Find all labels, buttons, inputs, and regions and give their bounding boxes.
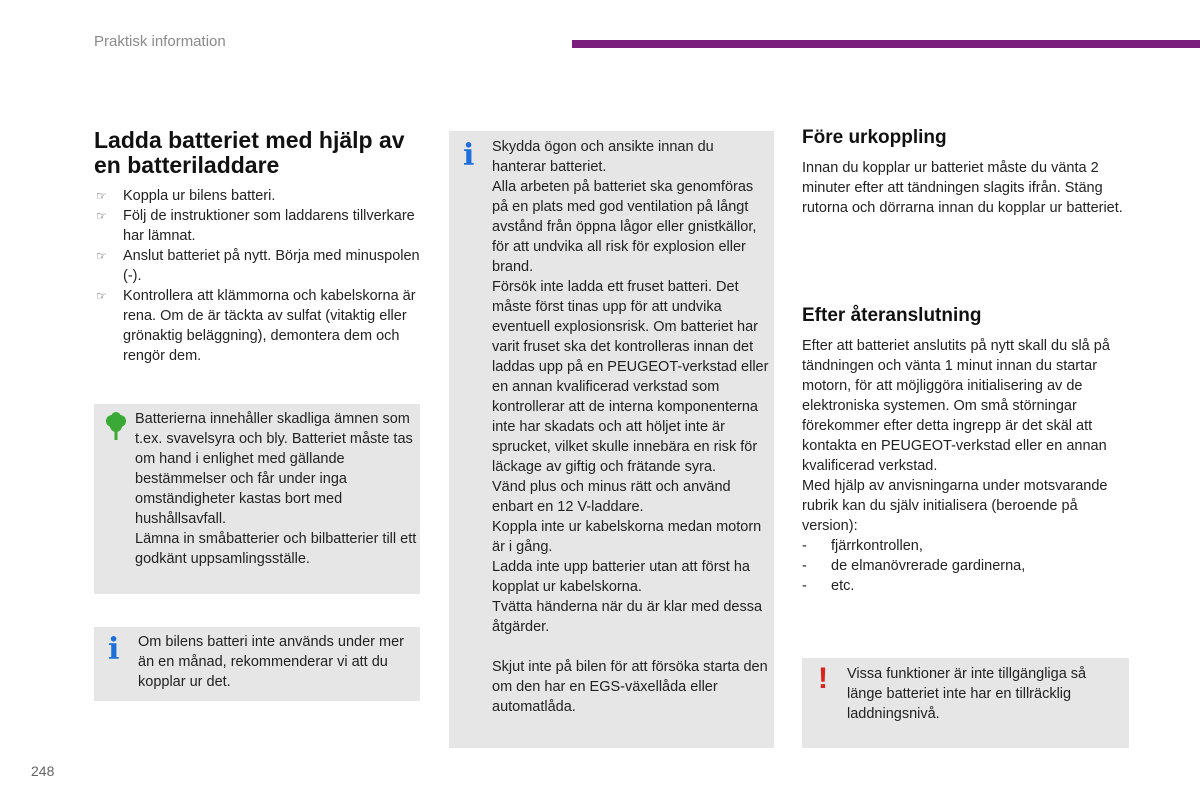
- section-heading: Efter återanslutning: [802, 305, 982, 326]
- before-disconnect-section: [802, 127, 1132, 218]
- info-note: [94, 627, 420, 701]
- tree-icon: [104, 412, 128, 442]
- page-title: Ladda batteriet med hjälp av en batteriladdare: [94, 127, 405, 178]
- list-item: - etc.: [802, 578, 855, 594]
- page-number: 248: [31, 763, 55, 779]
- safety-paragraph: Tvätta händerna när du är klar med dessa åtgärder.: [492, 599, 763, 635]
- warning-icon: !: [818, 662, 828, 695]
- list-item: ☞ Anslut batteriet på nytt. Börja med minuspolen (-).: [96, 248, 420, 284]
- info-icon: i: [463, 138, 475, 173]
- safety-paragraph: Vänd plus och minus rätt och använd enbart en 12 V-laddare.: [492, 479, 731, 515]
- safety-paragraph: Skjut inte på bilen för att försöka starta den om den har en EGS-växellåda eller automatlåda.: [492, 659, 768, 715]
- environment-note-text: Batterierna innehåller skadliga ämnen som t.ex. svavelsyra och bly. Batteriet måste tas om hand i enlighet med gällande bestämmelser och får under inga omständigheter kastas bort med hushållsavfall.: [135, 411, 413, 527]
- after-reconnect-section: [802, 305, 1132, 596]
- safety-paragraph: Skydda ögon och ansikte innan du hanterar batteriet.: [492, 139, 714, 175]
- list-item: ☞ Följ de instruktioner som laddarens tillverkare har lämnat.: [96, 208, 415, 244]
- info-icon: i: [108, 632, 120, 667]
- header-accent-bar: [572, 40, 1200, 48]
- safety-paragraph: Koppla inte ur kabelskorna medan motorn är i gång.: [492, 519, 762, 555]
- hand-pointer-icon: ☞: [96, 189, 107, 203]
- section-body: Efter att batteriet anslutits på nytt skall du slå på tändningen och vänta 1 minut innan du startar motorn, för att möjliggöra initialisering av de elektroniska systemen. Om små störningar förekommer efter detta ingrepp är det skäl att kontakta en PEUGEOT-verkstad eller en annan kvalificerad verkstad.: [802, 338, 1110, 474]
- list-item: ☞ Koppla ur bilens batteri.: [96, 188, 276, 204]
- safety-paragraph: Försök inte ladda ett fruset batteri. Det måste först tinas upp för att undvika eventuell explosionsrisk. Om batteriet har varit fruset ska det kontrolleras innan det laddas upp på en PEUGEOT-verkstad eller en annan kvalificerad verkstad som kontrollerar att de interna komponenterna inte har skadats och att höljet inte är sprucket, vilket skulle innebära en risk för läckage av giftig och frätande syra.: [492, 279, 769, 475]
- list-item: ☞ Kontrollera att klämmorna och kabelskorna är rena. Om de är täckta av sulfat (vitaktig eller grönaktig beläggning), demontera dem och rengör dem.: [96, 288, 416, 364]
- list-item: - de elmanövrerade gardinerna,: [802, 558, 1026, 574]
- warning-note-text: Vissa funktioner är inte tillgängliga så länge batteriet inte har en tillräcklig laddningsnivå.: [847, 666, 1087, 722]
- list-item: - fjärrkontrollen,: [802, 538, 923, 554]
- safety-paragraph: Alla arbeten på batteriet ska genomföras på en plats med god ventilation på långt avstånd från öppna lågor eller gnistkällor, för att undvika all risk för explosion eller brand.: [492, 179, 757, 275]
- reinit-list: [802, 536, 1132, 596]
- hand-pointer-icon: ☞: [96, 249, 107, 263]
- section-label: Praktisk information: [94, 33, 226, 50]
- warning-note: [802, 658, 1129, 748]
- section-body: Med hjälp av anvisningarna under motsvarande rubrik kan du själv initialisera (beroende på version):: [802, 478, 1108, 534]
- section-heading: Före urkoppling: [802, 127, 947, 148]
- safety-paragraph: Ladda inte upp batterier utan att först ha kopplat ur kabelskorna.: [492, 559, 750, 595]
- info-note-text: Om bilens batteri inte används under mer än en månad, rekommenderar vi att du kopplar ur det.: [138, 634, 404, 690]
- section-body: Innan du kopplar ur batteriet måste du vänta 2 minuter efter att tändningen slagits ifrån. Stäng rutorna och dörrarna innan du kopplar ur batteriet.: [802, 160, 1123, 216]
- charging-steps-list: [94, 186, 424, 366]
- environment-note: [94, 404, 420, 594]
- environment-note-text: Lämna in småbatterier och bilbatterier till ett godkänt uppsamlingsställe.: [135, 531, 417, 567]
- hand-pointer-icon: ☞: [96, 209, 107, 223]
- hand-pointer-icon: ☞: [96, 289, 107, 303]
- left-column: [94, 128, 424, 366]
- safety-info-box: [449, 131, 774, 748]
